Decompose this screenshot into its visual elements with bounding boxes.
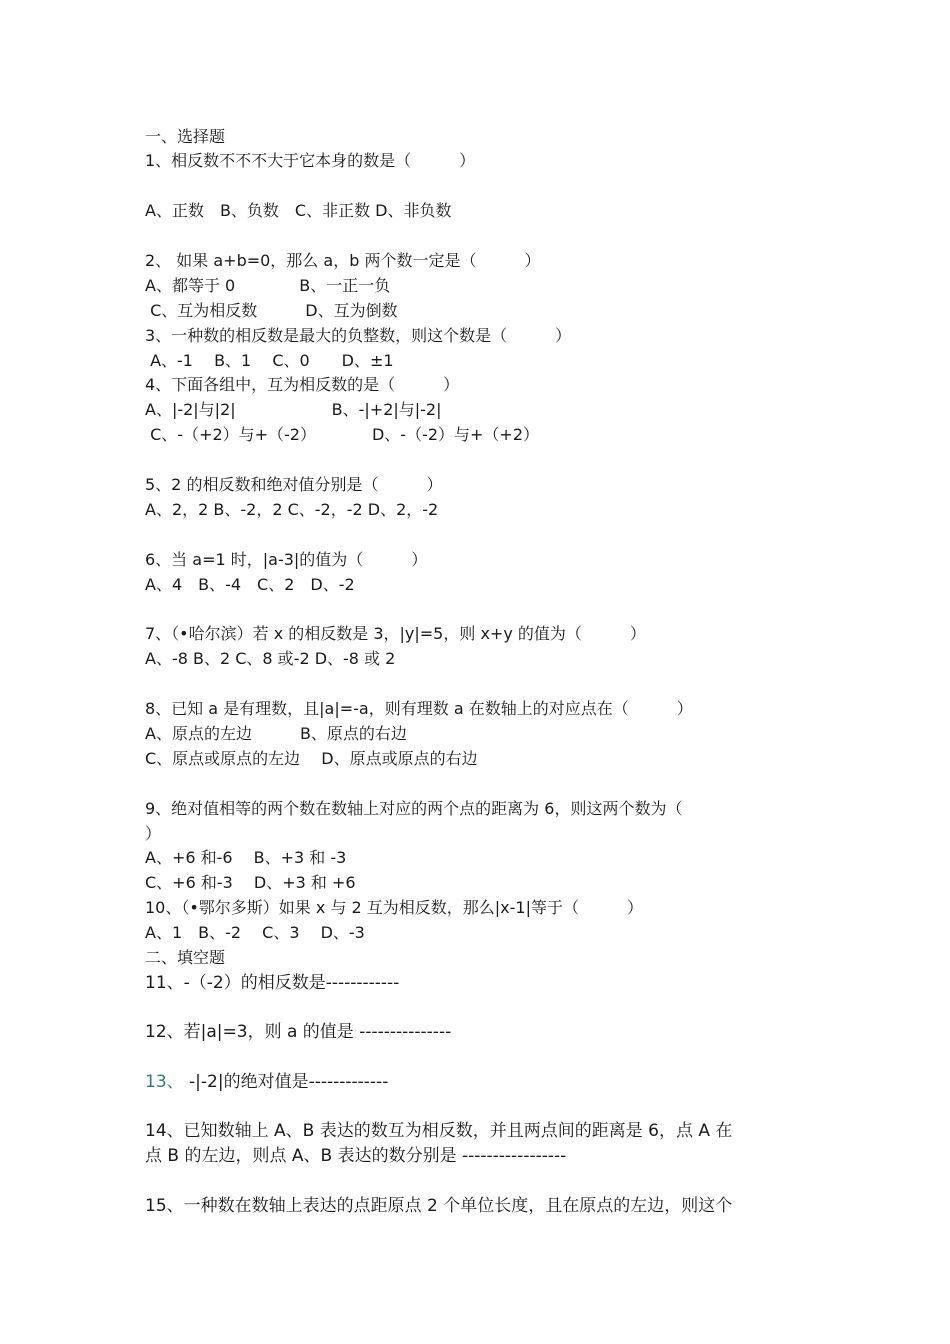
question-2-stem: 2、 如果 a+b=0，那么 a，b 两个数一定是（ ） — [145, 251, 541, 270]
question-9-options-1: A、+6 和-6 B、+3 和 -3 — [145, 848, 347, 867]
question-9-stem-1: 9、绝对值相等的两个数在数轴上对应的两个点的距离为 6，则这两个数为（ — [145, 799, 683, 818]
question-9-options-2: C、+6 和-3 D、+3 和 +6 — [145, 873, 356, 892]
section-heading-fill: 二、填空题 — [145, 948, 226, 967]
question-8-options-2: C、原点或原点的左边 D、原点或原点的右边 — [145, 749, 478, 768]
question-6-stem: 6、当 a=1 时，|a-3|的值为（ ） — [145, 550, 428, 569]
question-13 — [145, 1070, 825, 1094]
question-1-stem: 1、相反数不不不大于它本身的数是（ ） — [145, 151, 476, 170]
question-13-text: -|-2|的绝对值是------------- — [183, 1072, 389, 1092]
question-3-options: A、-1 B、1 C、0 D、±1 — [145, 351, 394, 370]
question-4-stem: 4、下面各组中，互为相反数的是（ ） — [145, 375, 460, 394]
question-2-options-2: C、互为相反数 D、互为倒数 — [145, 301, 398, 320]
question-11: 11、-（-2）的相反数是------------ — [145, 973, 400, 993]
question-10-stem: 10、（•鄂尔多斯）如果 x 与 2 互为相反数，那么|x-1|等于（ ） — [145, 898, 643, 917]
question-5-options: A、2，2 B、-2，2 C、-2，-2 D、2，-2 — [145, 500, 439, 519]
question-7-stem: 7、（•哈尔滨）若 x 的相反数是 3，|y|=5，则 x+y 的值为（ ） — [145, 624, 646, 643]
question-8-options-1: A、原点的左边 B、原点的右边 — [145, 724, 407, 743]
question-14-line-2: 点 B 的左边，则点 A、B 表达的数分别是 ----------------- — [145, 1146, 567, 1166]
question-5-stem: 5、2 的相反数和绝对值分别是（ ） — [145, 475, 443, 494]
question-14-line-1: 14、已知数轴上 A、B 表达的数互为相反数，并且两点间的距离是 6，点 A 在 — [145, 1121, 733, 1141]
question-4-options-1: A、|-2|与|2| B、-|+2|与|-2| — [145, 400, 442, 419]
question-3-stem: 3、一种数的相反数是最大的负整数，则这个数是（ ） — [145, 326, 572, 345]
section-heading-choice: 一、选择题 — [145, 127, 226, 146]
question-2-options-1: A、都等于 0 B、一正一负 — [145, 276, 391, 295]
question-10-options: A、1 B、-2 C、3 D、-3 — [145, 923, 365, 942]
question-9-stem-2: ） — [145, 824, 162, 843]
question-12: 12、若|a|=3，则 a 的值是 --------------- — [145, 1022, 452, 1042]
question-8-stem: 8、已知 a 是有理数，且|a|=-a，则有理数 a 在数轴上的对应点在（ ） — [145, 699, 693, 718]
question-13-number: 13、 — [145, 1072, 184, 1092]
question-4-options-2: C、-（+2）与+（-2） D、-（-2）与+（+2） — [145, 425, 540, 444]
question-7-options: A、-8 B、2 C、8 或-2 D、-8 或 2 — [145, 649, 396, 668]
question-1-options: A、正数 B、负数 C、非正数 D、非负数 — [145, 201, 452, 220]
question-15-line-1: 15、一种数在数轴上表达的点距原点 2 个单位长度，且在原点的左边，则这个 — [145, 1196, 733, 1216]
question-6-options: A、4 B、-4 C、2 D、-2 — [145, 575, 355, 594]
